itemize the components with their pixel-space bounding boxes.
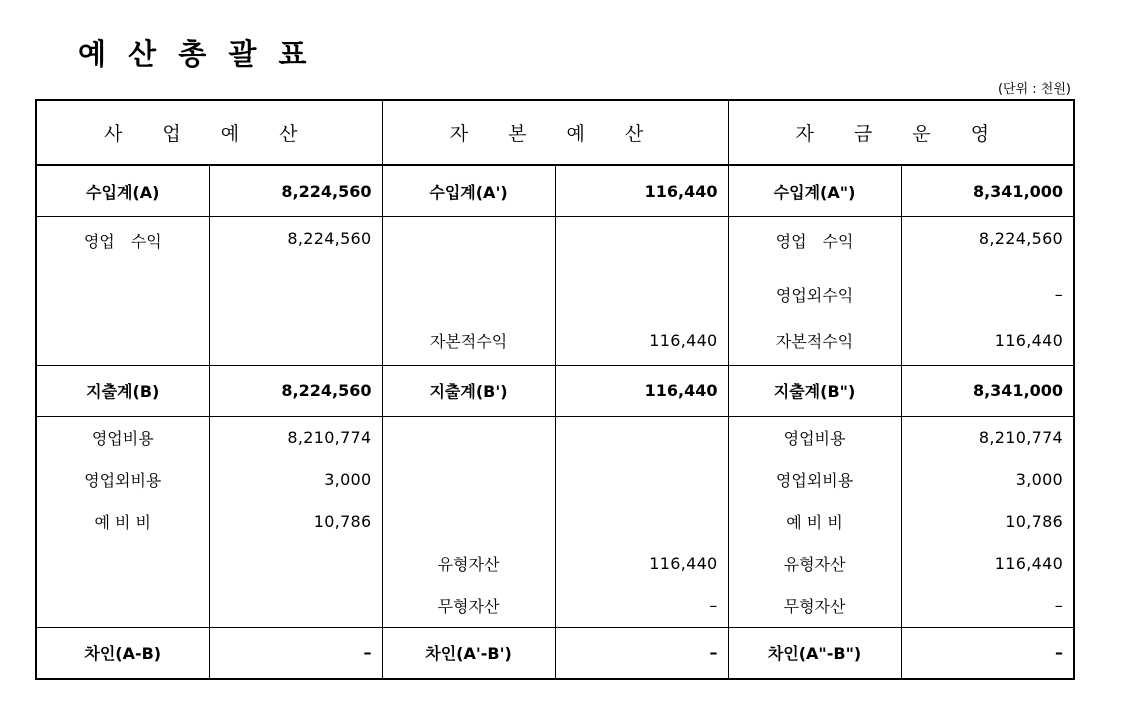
table-row — [36, 501, 1074, 543]
expense-value-business — [209, 543, 382, 585]
expense-value-capital: – — [555, 585, 728, 628]
difference-label-capital: 차인(A'-B') — [382, 627, 555, 679]
difference-value-capital: – — [555, 627, 728, 679]
table-row — [36, 459, 1074, 501]
unit-note: (단위 : 천원) — [997, 82, 1071, 97]
expense-value-funds: 10,786 — [1005, 512, 1064, 531]
section-header-row — [36, 100, 1074, 165]
expense-label-funds: 무형자산 — [728, 585, 901, 628]
expense-total-label-capital: 지출계(B') — [382, 365, 555, 416]
difference-label-funds: 차인(A"-B") — [728, 627, 901, 679]
income-value-capital — [555, 217, 728, 272]
income-total-label-capital: 수입계(A') — [382, 165, 555, 217]
expense-label-capital: 무형자산 — [382, 585, 555, 628]
expense-value-funds: 116,440 — [994, 554, 1064, 573]
income-label-funds: 영업 수익 — [728, 217, 901, 272]
expense-label-business — [36, 543, 209, 585]
income-label-business: 영업 수익 — [36, 217, 209, 272]
expense-label-capital: 유형자산 — [382, 543, 555, 585]
expense-label-capital — [382, 416, 555, 459]
income-label-capital — [382, 217, 555, 272]
expense-value-business: 3,000 — [209, 459, 382, 501]
expense-total-row — [36, 365, 1074, 416]
expense-label-capital — [382, 459, 555, 501]
income-total-value-business: 8,224,560 — [209, 165, 382, 217]
difference-label-business: 차인(A-B) — [36, 627, 209, 679]
table-row — [36, 217, 1074, 272]
expense-label-business: 영업비용 — [36, 416, 209, 459]
page-title: 예 산 총 괄 표 — [78, 37, 313, 71]
income-value-capital — [555, 271, 728, 317]
table-row — [36, 585, 1074, 628]
income-label-capital — [382, 271, 555, 317]
header-capital-budget: 자 본 예 산 — [382, 100, 728, 165]
expense-value-business: 10,786 — [209, 501, 382, 543]
income-value-business — [209, 317, 382, 365]
expense-label-funds: 예 비 비 — [728, 501, 901, 543]
table-row — [36, 416, 1074, 459]
expense-total-value-business: 8,224,560 — [209, 365, 382, 416]
expense-value-capital — [555, 501, 728, 543]
expense-total-label-funds: 지출계(B") — [728, 365, 901, 416]
expense-label-business: 예 비 비 — [36, 501, 209, 543]
expense-total-value-capital: 116,440 — [555, 365, 728, 416]
expense-label-funds: 영업비용 — [728, 416, 901, 459]
difference-value-funds: – — [1055, 643, 1064, 662]
income-label-business — [36, 271, 209, 317]
expense-total-value-funds: 8,341,000 — [901, 365, 1074, 416]
expense-label-business: 영업외비용 — [36, 459, 209, 501]
expense-value-funds: 8,210,774 — [978, 428, 1064, 447]
income-value-funds: 8,224,560 — [978, 229, 1064, 248]
income-value-capital: 116,440 — [555, 317, 728, 365]
income-label-funds: 자본적수익 — [728, 317, 901, 365]
expense-value-funds: – — [901, 585, 1074, 628]
table-row — [36, 317, 1074, 365]
expense-label-business — [36, 585, 209, 628]
table-row — [36, 271, 1074, 317]
expense-label-funds: 영업외비용 — [728, 459, 901, 501]
budget-summary-table — [35, 99, 1075, 680]
income-total-value-capital: 116,440 — [555, 165, 728, 217]
expense-value-capital: 116,440 — [555, 543, 728, 585]
expense-value-business: 8,210,774 — [209, 416, 382, 459]
header-funds-operation: 자 금 운 영 — [728, 100, 1074, 165]
income-total-label-funds: 수입계(A") — [728, 165, 901, 217]
table-row — [36, 543, 1074, 585]
difference-value-business: – — [209, 627, 382, 679]
income-total-value-funds: 8,341,000 — [901, 165, 1074, 217]
income-value-business — [209, 271, 382, 317]
income-value-funds: – — [1054, 284, 1064, 304]
expense-total-label-business: 지출계(B) — [36, 365, 209, 416]
income-label-funds: 영업외수익 — [728, 271, 901, 317]
income-value-business: 8,224,560 — [209, 217, 382, 272]
expense-label-funds: 유형자산 — [728, 543, 901, 585]
expense-label-capital — [382, 501, 555, 543]
income-total-row — [36, 165, 1074, 217]
income-total-label-business: 수입계(A) — [36, 165, 209, 217]
income-label-capital: 자본적수익 — [382, 317, 555, 365]
difference-row — [36, 627, 1074, 679]
expense-value-capital — [555, 459, 728, 501]
income-value-funds: 116,440 — [901, 317, 1074, 365]
expense-value-funds: 3,000 — [1015, 470, 1064, 489]
expense-value-capital — [555, 416, 728, 459]
expense-value-business — [209, 585, 382, 628]
header-business-budget: 사 업 예 산 — [36, 100, 382, 165]
income-label-business — [36, 317, 209, 365]
